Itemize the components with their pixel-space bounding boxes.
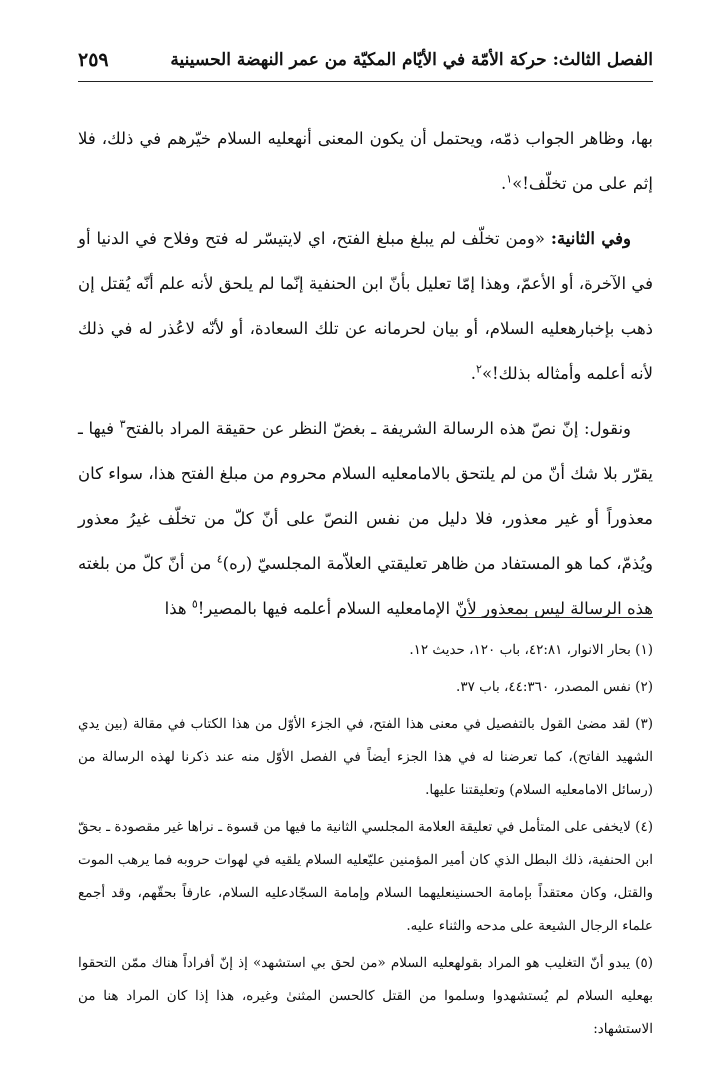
footnote-ref-1[interactable]: ١ bbox=[506, 172, 513, 186]
paragraph-3-text-b: فيها ـ يقرّر بلا شك أنّ من لم يلتحق بالامامعليه السلام محروم من مبلغ الفتح هذا، سواء كان معذوراً أو غير معذور، فلا دليل من نفس النصّ على أنّ كلّ من تخلّف غيرُ معذور ويُذمّ، كما هو المستفاد من ظاهر تعليقتي العلاّمة المجلسيّ (ره) bbox=[78, 419, 654, 573]
footnote-ref-3[interactable]: ٣ bbox=[119, 417, 126, 431]
paragraph-1-text: بها، وظاهر الجواب ذمّه، ويحتمل أن يكون المعنى أنهعليه السلام خيّرهم في ذلك، فلا إثم على من تخلّف!» bbox=[78, 129, 653, 193]
running-header bbox=[78, 42, 653, 78]
paragraph-2-text: «ومن تخلّف لم يبلغ مبلغ الفتح، اي لايتيسّر له فتح وفلاح في الدنيا أو في الآخرة، أو الأعمّ، وهذا إمّا تعليل بأنّ ابن الحنفية إنّما لم يلحق لأنه علم أنّه يُقتل إن ذهب بإخبارهعليه السلام، أو بيان لحرمانه عن تلك السعادة، أو لأنّه لاعُذر له في ذلك لأنه أعلمه وأمثاله بذلك!» bbox=[78, 229, 653, 383]
footnote-ref-4[interactable]: ٤ bbox=[216, 552, 223, 566]
paragraph-1: بها، وظاهر الجواب ذمّه، ويحتمل أن يكون المعنى أنهعليه السلام خيّرهم في ذلك، فلا إثم على من تخلّف!»$^١$. bbox=[78, 129, 653, 193]
footnote-ref-2[interactable]: ٢ bbox=[476, 362, 482, 376]
header-divider bbox=[78, 81, 653, 82]
chapter-title: الفصل الثالث: حركة الأمّة في الأيّام المكيّة من عمر النهضة الحسينية bbox=[170, 50, 653, 70]
paragraph-3-text-d: هذا bbox=[164, 599, 187, 618]
paragraph-2-lead: وفي الثانية: bbox=[550, 229, 632, 248]
footnote-4: (٤) لايخفى على المتأمل في تعليقة العلامة المجلسي الثانية ما فيها من قسوة ـ نراها غير مقصودة ـ بحقّ ابن الحنفية، ذلك البطل الذي كان أمير المؤمنين عليّعليه السلام يلقيه في لهوات حروبه فما يرهب الموت والقتل، وكان معتقداً بإمامة الحسنينعليهما السلام وإمامة السجّادعليه السلام، عارفاً بحقّهم، وقد أجمع علماء الرجال الشيعة على مدحه والثناء عليه. bbox=[78, 819, 653, 934]
footnote-ref-5[interactable]: ٥ bbox=[191, 597, 198, 611]
page-number: ٢٥٩ bbox=[78, 49, 109, 71]
paragraph-2: وفي الثانية: «ومن تخلّف لم يبلغ مبلغ الفتح، اي لايتيسّر له فتح وفلاح في الدنيا أو في الآخرة، أو الأعمّ، وهذا إمّا تعليل بأنّ ابن الحنفية إنّما لم يلحق لأنه علم أنّه يُقتل إن ذهب بإخبارهعليه السلام، أو بيان لحرمانه عن تلك السعادة، أو لأنّه لاعُذر له في ذلك لأنه أعلمه وأمثاله بذلك!»$^٢$. bbox=[78, 229, 653, 383]
footnotes bbox=[78, 634, 653, 1050]
footnote-2: (٢) نفس المصدر، ٤٤:٣٦٠، باب ٣٧. bbox=[456, 679, 653, 695]
paragraph-3 bbox=[78, 406, 653, 631]
paragraph-3-text-c: من أنّ كلّ من بلغته هذه الرسالة ليس بمعذور لأنّ الإمامعليه السلام أعلمه فيها بالمصير! bbox=[78, 554, 653, 618]
footnote-divider bbox=[460, 617, 653, 618]
footnote-5: (٥) يبدو أنّ التغليب هو المراد بقولهعليه السلام «من لحق بي استشهد» إذ إنّ أفراداً هناك ممّن التحقوا بهعليه السلام لم يُستشهدوا وسلموا من القتل كالحسن المثنىٰ وغيره، هذا إذا كان المراد هنا من الاستشهاد: bbox=[78, 955, 653, 1037]
footnote-1: (١) بحار الانوار، ٤٢:٨١، باب ١٢٠، حديث ١٢. bbox=[409, 642, 653, 658]
paragraph-3-text-a: ونقول: إنّ نصّ هذه الرسالة الشريفة ـ بغضّ النظر عن حقيقة المراد بالفتح bbox=[125, 419, 632, 438]
main-text bbox=[78, 116, 653, 641]
footnote-3: (٣) لقد مضىٰ القول بالتفصيل في معنى هذا الفتح، في الجزء الأوّل من هذا الكتاب في مقالة (بين يدي الشهيد الفاتح)، كما تعرضنا له في هذا الجزء أيضاً في الفصل الأوّل منه عند ذكرنا لهذه الرسالة من (رسائل الامامعليه السلام) وتعليقتنا عليها. bbox=[78, 716, 653, 798]
